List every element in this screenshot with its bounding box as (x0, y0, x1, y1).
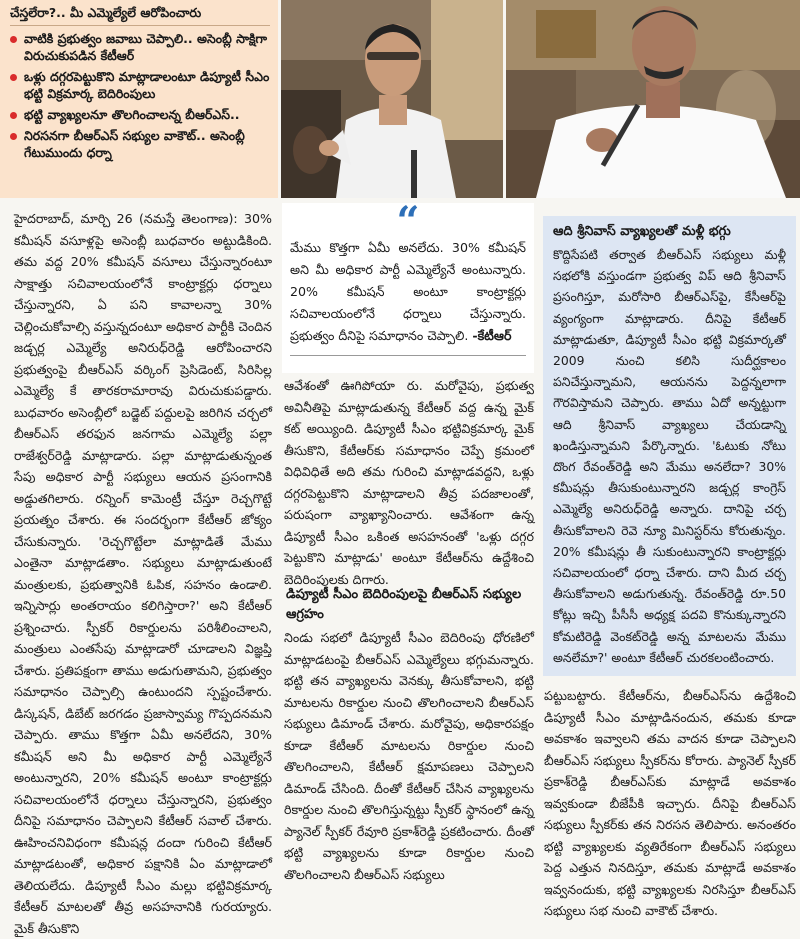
highlight-item: ఒళ్లు దగ్గరపెట్టుకొని మాట్లాడాలంటూ డిప్యూటీ సీఎం భట్టి విక్రమార్క బెదిరింపులు (10, 68, 270, 102)
bullet-dot-icon (10, 74, 17, 81)
article-column-2-continued (284, 627, 534, 885)
pull-quote (282, 198, 534, 373)
article-text: హైదరాబాద్, మార్చి 26 (నమస్తే తెలంగాణ): 30% కమీషన్ వసూళ్లపై అసెంబ్లీ బుధవారం అట్టుడికింది. తమ వద్ద 20% కమీషన్ వసూలు చేస్తున్నారంటూ సాక్షాత్తు సచివాలయంలోనే కాంట్రాక్టర్లు ధర్నాలు చేస్తున్నారని, ఏ పని కావాలన్నా 30% చెల్లించుకోవాల్సి వస్తున్నదంటూ అధికార పార్టీకి చెందిన జడ్చర్ల ఎమ్మెల్యే అనిరుధ్‌రెడ్డి ఆరోపించారని ప్రభుత్వంపై బీఆర్ఎస్ వర్కింగ్ ప్రెసిడెంట్, సిరిసిల్ల ఎమ్మెల్యే కే తారకరామారావు విరుచుకుపడ్డారు. బుధవారం అసెంబ్లీలో బడ్జెట్ పద్దులపై జరిగిన చర్చలో బీఆర్ఎస్ తరఫున జనగామ ఎమ్మెల్యే పల్లా రాజేశ్వర్‌రెడ్డి మాట్లాడారు. పల్లా మాట్లాడుతున్నంత సేపు అధికార పార్టీ సభ్యులు ఆయన ప్రసంగానికి అడ్డుతగిలారు. రన్నింగ్ కామెంట్రీ చేస్తూ రెచ్చగొట్టే ప్రయత్నం చేశారు. ఈ సందర్భంగా కేటీఆర్ జోక్యం చేసుకున్నారు. 'రెచ్చగొట్టేలా మాట్లాడితే మేము ఎంతైనా మాట్లాడతాం. సభ్యులు మాట్లాడుతుంటే మంత్రులకు, ప్రభుత్వానికి ఓపిక, సహనం ఉండాలి. ఇన్నిసార్లు అంతరాయం కలిగిస్తారా?' అని కేటీఆర్ ప్రశ్నించారు. స్పీకర్ రికార్డులను పరిశీలించాలని, మంత్రులు ఎంతసేపు మాట్లాడారో చూడాలని విజ్ఞప్తి చేశారు. ప్రతిపక్షంగా తాము అడుగుతామని, ప్రభుత్వం సమాధానం చెప్పాల్సి ఉంటుందని స్పష్టంచేశారు. డిస్కషన్, డిబేట్ జరగడం ప్రజాస్వామ్య గొప్పదనమని చెప్పారు. తాము కొత్తగా ఏమీ అనలేదని, 30% కమీషన్ అని మీ అధికార పార్టీ ఎమ్మెల్యేనే అంటున్నారని, 20% కమీషన్ అంటూ కాంట్రాక్టర్లు సచివాలయంలోనే ధర్నాలు చేస్తున్నారని, ప్రభుత్వం దీనిపై సమాధానం చెప్పాలని కేటీఆర్ సవాల్ చేశారు. ఊహించనివిధంగా కమీషన్ల దందా గురించి కేటీఆర్ మాట్లాడటంతో, అధికార పక్షానికి ఏం మాట్లాడాలో తెలియలేదు. డిప్యూటీ సీఎం మల్లు భట్టివిక్రమార్క కేటీఆర్ మాటలతో తీవ్ర అసహనానికి గురయ్యారు. మైక్ తీసుకొని (14, 211, 273, 936)
bullet-dot-icon (10, 133, 17, 140)
bullet-dot-icon (10, 36, 17, 43)
article-text: నిండు సభలో డిప్యూటీ సీఎం బెదిరింపు ధోరణిలో మాట్లాడటంపై బీఆర్ఎస్ ఎమ్మెల్యేలు భగ్గుమన్నారు. భట్టి తన వ్యాఖ్యలను వెనక్కు తీసుకోవాలని, భట్టి మాటలను రికార్డుల నుంచి తొలగించాలని బీఆర్ఎస్ సభ్యులు డిమాండ్ చేశారు. మరోవైపు, అధికారపక్షం కూడా కేటీఆర్ మాటలను రికార్డుల నుంచి తొలగించాలని, కేటీఆర్ క్షమాపణలు చెప్పాలని డిమాండ్ చేసింది. దీంతో కేటీఆర్ చేసిన వ్యాఖ్యలను రికార్డుల నుంచి తొలగిస్తున్నట్టు స్పీకర్ స్థానంలో ఉన్న ప్యానెల్ స్పీకర్ రేవూరి ప్రకాశ్‌రెడ్డి ప్రకటించారు. దీంతో భట్టి వ్యాఖ్యలను కూడా రికార్డుల నుంచి తొలగించాలని బీఆర్ఎస్ సభ్యులు (284, 630, 534, 882)
bullet-dot-icon (10, 112, 17, 119)
highlight-item: నిరసనగా బీఆర్ఎస్ సభ్యుల వాకౌట్.. అసెంబ్లీ గేటుముందు ధర్నా (10, 127, 270, 161)
quote-mark-icon: “ (396, 198, 420, 245)
highlights-list (10, 30, 270, 161)
quote-signature: -కేటీఆర్ (472, 328, 512, 343)
divider (290, 355, 526, 356)
article-column-3 (544, 685, 796, 922)
divider (10, 25, 270, 26)
highlight-item: వాటికి ప్రభుత్వం జవాబు చెప్పాలి.. అసెంబ్లీ సాక్షిగా విరుచుకుపడిన కేటీఆర్ (10, 30, 270, 64)
quote-text: మేము కొత్తగా ఏమీ అనలేదు. 30% కమీషన్ అని మీ అధికార పార్టీ ఎమ్మెల్యేనే అంటున్నారు. 20% కమీషన్ అంటూ కాంట్రాక్టర్లు సచివాలయంలోనే ధర్నాలు చేస్తున్నారు. ప్రభుత్వం దీనిపై సమాధానం చెప్పాలి. (290, 240, 526, 343)
article-column-1 (14, 208, 272, 939)
photo-bhatti (506, 0, 800, 198)
section-subheading: డిప్యూటీ సీఎం బెదిరింపులపై బీఆర్ఎస్ సభ్యుల ఆగ్రహం (286, 587, 522, 622)
article-text: ఆవేశంతో ఊగిపోయా రు. మరోవైపు, ప్రభుత్వ అవినీతిపై మాట్లాడుతున్న కేటీఆర్ వద్ద ఉన్న మైక్ కట్ అయ్యింది. డిప్యూటీ సీఎం భట్టివిక్రమార్క మైక్ తీసుకొని, కేటీఆర్‌కు సమాధానం చెప్పే క్రమంలో విధివిధితే అది తమ గురించి మాట్లాడవద్దని, ఒళ్లు దగ్గరపెట్టుకొని మాట్లాడాలని తీవ్ర పదజాలంతో, పరుషంగా వ్యాఖ్యానించారు. ఆవేశంగా ఉన్న డిప్యూటీ సీఎం ఒకింత అసహనంతో 'ఒళ్లు దగ్గర పెట్టుకొని మాట్లాడు' అంటూ కేటీఆర్‌ను ఉద్దేశించి బెదిరింపులకు దిగారు. (284, 378, 534, 587)
highlight-lead: చేస్తలేరా?.. మీ ఎమ్మెల్యేలే ఆరోపించారు (10, 5, 202, 20)
sidebar-text: కొద్దిసేపటి తర్వాత బీఆర్ఎస్ సభ్యులు మళ్లీ సభలోకి వస్తుండగా ప్రభుత్వ విప్ ఆది శ్రీనివాస్ ప్రసంగిస్తూ, మరోసారి బీఆర్ఎస్‌పై, కేసీఆర్‌పై వ్యంగ్యంగా మాట్లాడారు. దీనిపై కేటీఆర్ మాట్లాడుతూ, డిప్యూటీ సీఎం భట్టి విక్రమార్కతో 2009 నుంచి కలిసి సుదీర్ఘకాలం పనిచేస్తున్నామని, ఆయనను పెద్దన్నలాగా గౌరవిస్తామని చెప్పారు. తాము ఏదో అన్నట్టుగా ఆది శ్రీనివాస్ వ్యాఖ్యలు చేయడాన్ని ఖండిస్తున్నామని పేర్కొన్నారు. 'ఓటుకు నోటు దొంగ రేవంత్‌రెడ్డి అని మేము అనలేదా? 30% కమీషన్లు తీసుకుంటున్నారని జడ్చర్ల కాంగ్రెస్ ఎమ్మెల్యే అనిరుధ్‌రెడ్డి అన్నారు. దానిపై చర్చ తీసుకోవాలని రెవె న్యూ మినిస్టర్‌ను కోరుతున్నం. 20% కమీషన్లు తీ సుకుంటున్నారని కాంట్రాక్టర్లు సచివాలయంలో ధర్నా చేశారు. దాని మీద చర్చ తీసుకోవాలని అడుగుతున్న. రేవంత్‌రెడ్డి రూ.50 కోట్లు ఇచ్చి పీసీసీ అధ్యక్ష పదవి కొనుక్కున్నారని కోమటిరెడ్డి వెంకట్‌రెడ్డి అన్న మాటలను మేము అనలేమా?' అంటూ కేటీఆర్ చురకలంటించారు. (553, 247, 786, 665)
article-column-2 (284, 375, 534, 590)
sidebar-title: ఆది శ్రీనివాస్ వ్యాఖ్యలతో మళ్లీ భగ్గు (553, 224, 731, 239)
photo-ktr (281, 0, 503, 198)
highlights-box (0, 0, 278, 198)
article-text: పట్టుబట్టారు. కేటీఆర్‌ను, బీఆర్ఎస్‌ను ఉద్దేశించి డిప్యూటీ సీఎం మాట్లాడినందున, తమకు కూడా అవకాశం ఇవ్వాలని తమ వాదన కూడా చెప్పాలని బీఆర్ఎస్ సభ్యులు స్పీకర్‌ను కోరారు. ప్యానెల్ స్పీకర్ ప్రకాశ్‌రెడ్డి బీఆర్ఎస్‌కు మాట్లాడే అవకాశం ఇవ్వకుండా బీజేపీకి ఇచ్చారు. దీనిపై బీఆర్ఎస్ సభ్యులు స్పీకర్‌కు తన నిరసన తెలిపారు. అనంతరం భట్టి వ్యాఖ్యలకు వ్యతిరేకంగా బీఆర్ఎస్ సభ్యులు పెద్ద ఎత్తున నినదిస్తూ, తమకు మాట్లాడే అవకాశం ఇవ్వనందుకు, భట్టి వ్యాఖ్యలకు నిరసిస్తూ బీఆర్ఎస్ సభ్యులు సభ నుంచి వాకౌట్ చేశారు. (544, 688, 796, 918)
sidebar-story (543, 216, 796, 676)
highlight-item: భట్టి వ్యాఖ్యలనూ తొలగించాలన్న బీఆర్ఎస్.. (10, 106, 270, 123)
